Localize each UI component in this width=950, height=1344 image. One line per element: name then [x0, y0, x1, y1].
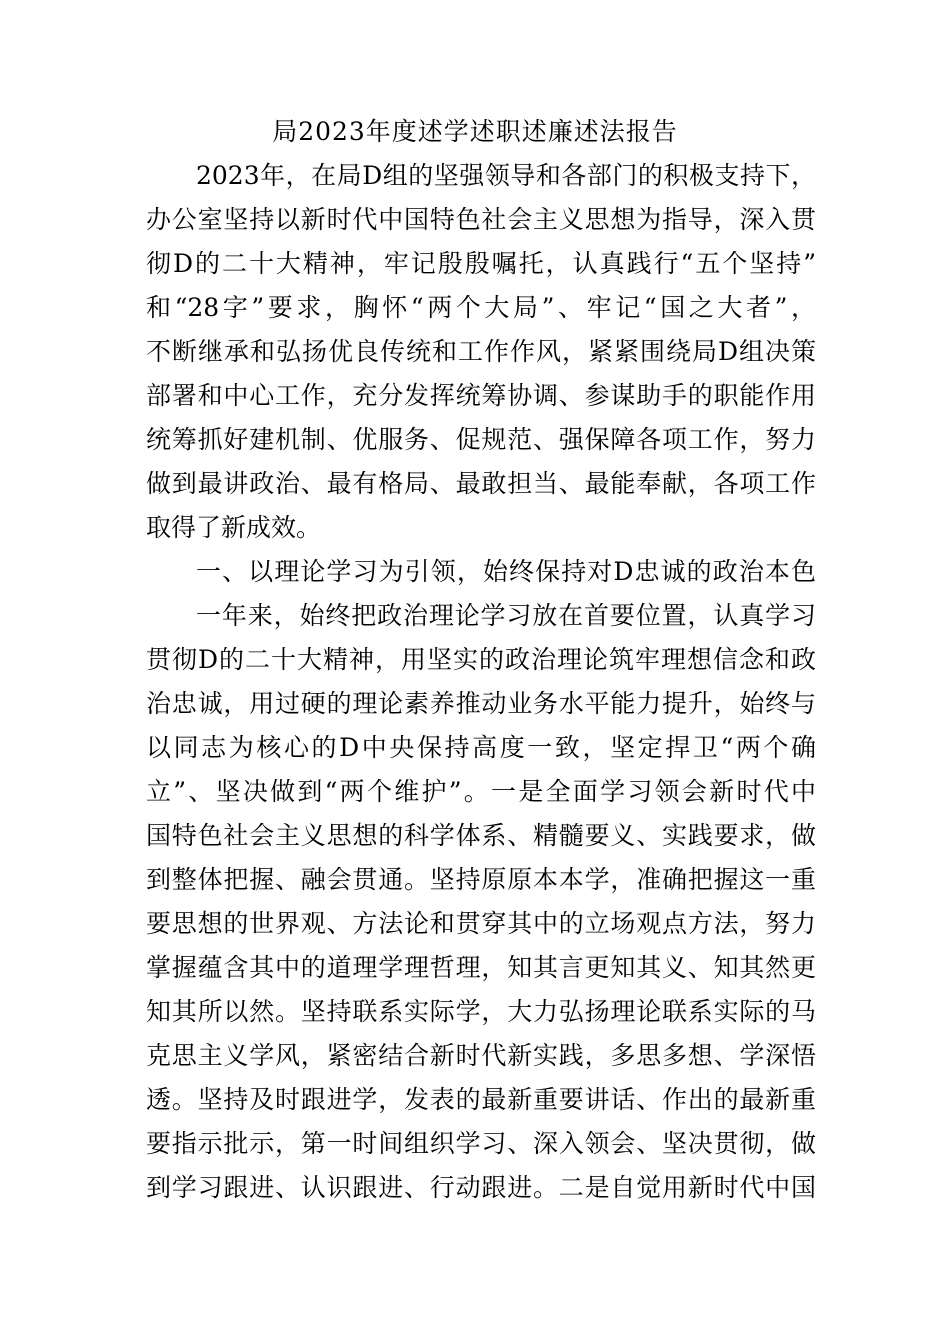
text-line: 部署和中心工作，充分发挥统筹协调、参谋助手的职能作用: [146, 381, 816, 410]
text-line: 要指示批示，第一时间组织学习、深入领会、坚决贯彻，做: [146, 1129, 816, 1158]
text-line: 立”、坚决做到“两个维护”。一是全面学习领会新时代中: [146, 777, 816, 806]
text-line: 办公室坚持以新时代中国特色社会主义思想为指导，深入贯: [146, 205, 816, 234]
text-line: 到学习跟进、认识跟进、行动跟进。二是自觉用新时代中国: [146, 1173, 816, 1202]
text-line: 2023年，在局D组的坚强领导和各部门的积极支持下，: [196, 161, 816, 190]
text-line: 统筹抓好建机制、优服务、促规范、强保障各项工作，努力: [146, 425, 816, 454]
text-line: 治忠诚，用过硬的理论素养推动业务水平能力提升，始终与: [146, 689, 816, 718]
text-line: 不断继承和弘扬优良传统和工作作风，紧紧围绕局D组决策: [146, 337, 816, 366]
text-line: 和“28字”要求，胸怀“两个大局”、牢记“国之大者”，: [146, 293, 816, 322]
text-line: 彻D的二十大精神，牢记殷殷嘱托，认真践行“五个坚持”: [146, 249, 816, 278]
text-line: 做到最讲政治、最有格局、最敢担当、最能奉献，各项工作: [146, 469, 816, 498]
text-line: 贯彻D的二十大精神，用坚实的政治理论筑牢理想信念和政: [146, 645, 816, 674]
text-line: 掌握蕴含其中的道理学理哲理，知其言更知其义、知其然更: [146, 953, 816, 982]
text-line: 知其所以然。坚持联系实际学，大力弘扬理论联系实际的马: [146, 997, 816, 1026]
text-line: 透。坚持及时跟进学，发表的最新重要讲话、作出的最新重: [146, 1085, 816, 1114]
section-heading: 一、以理论学习为引领，始终保持对D忠诚的政治本色: [196, 557, 816, 586]
document-title: 局2023年度述学述职述廉述法报告: [272, 117, 678, 146]
text-line: 克思主义学风，紧密结合新时代新实践，多思多想、学深悟: [146, 1041, 816, 1070]
text-line: 一年来，始终把政治理论学习放在首要位置，认真学习: [196, 601, 816, 630]
text-line: 到整体把握、融会贯通。坚持原原本本学，准确把握这一重: [146, 865, 816, 894]
text-line: 以同志为核心的D中央保持高度一致，坚定捍卫“两个确: [146, 733, 816, 762]
text-line: 取得了新成效。: [146, 513, 322, 542]
text-line: 国特色社会主义思想的科学体系、精髓要义、实践要求，做: [146, 821, 816, 850]
text-line: 要思想的世界观、方法论和贯穿其中的立场观点方法，努力: [146, 909, 816, 938]
